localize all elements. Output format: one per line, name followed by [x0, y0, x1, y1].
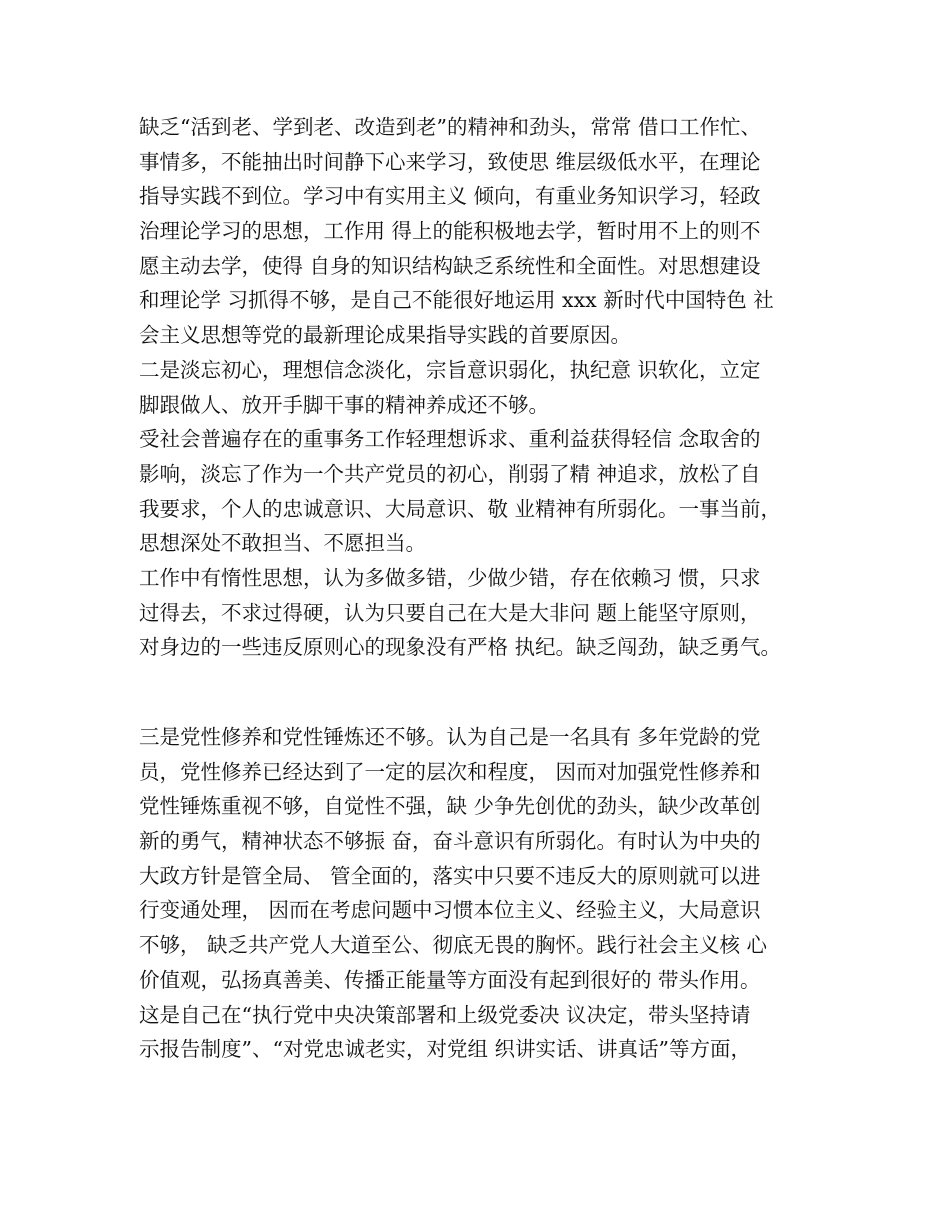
text-line: 大政方针是管全局、 管全面的，落实中只要不违反大的原则就可以进 [139, 863, 761, 888]
text-line: 这是自己在“执行党中央决策部署和上级党委决 议决定，带头坚持请 [139, 1002, 751, 1027]
text-line: 治理论学习的思想，工作用 得上的能积极地去学，暂时用不上的则不 [139, 219, 761, 244]
text-line: 指导实践不到位。学习中有实用主义 倾向，有重业务知识学习，轻政 [139, 184, 761, 209]
text-line: 思想深处不敢担当、不愿担当。 [139, 531, 426, 556]
text-line: 受社会普遍存在的重事务工作轻理想诉求、重利益获得轻信 念取舍的 [139, 427, 761, 452]
paragraph-block-lower [139, 720, 839, 1067]
text-line: 我要求，个人的忠诚意识、大局意识、敬 业精神有所弱化。一事当前， [139, 496, 782, 521]
text-line: 脚跟做人、放开手脚干事的精神养成还不够。 [139, 392, 549, 417]
text-line: 价值观，弘扬真善美、传播正能量等方面没有起到很好的 带头作用。 [139, 967, 761, 992]
text-line: 影响，淡忘了作为一个共产党员的初心，削弱了精 神追求，放松了自 [139, 461, 761, 486]
text-line: 工作中有惰性思想，认为多做多错，少做少错，存在依赖习 惯，只求 [139, 565, 761, 590]
text-line: 党性锤炼重视不够，自觉性不强，缺 少争先创优的劲头，缺少改革创 [139, 794, 761, 819]
text-line: 不够， 缺乏共产党人大道至公、彻底无畏的胸怀。践行社会主义核 心 [139, 933, 768, 958]
text-line: 二是淡忘初心，理想信念淡化，宗旨意识弱化，执纪意 识软化，立定 [139, 357, 761, 382]
text-line: 事情多，不能抽出时间静下心来学习，致使思 维层级低水平，在理论 [139, 149, 761, 174]
text-line: 员，党性修养已经达到了一定的层次和程度， 因而对加强党性修养和 [139, 759, 761, 784]
text-line: 缺乏“活到老、学到老、改造到老”的精神和劲头，常常 借口工作忙、 [139, 115, 761, 139]
text-line: 过得去，不求过得硬，认为只要自己在大是大非问 题上能坚守原则， [139, 600, 761, 625]
paragraph-block-upper [139, 110, 839, 665]
text-line: 新的勇气，精神状态不够振 奋，奋斗意识有所弱化。有时认为中央的 [139, 829, 761, 854]
text-line: 和理论学 习抓得不够，是自己不能很好地运用 xxx 新时代中国特色 社 [139, 288, 774, 313]
text-line: 愿主动去学，使得 自身的知识结构缺乏系统性和全面性。对思想建设 [139, 253, 761, 278]
text-line: 会主义思想等党的最新理论成果指导实践的首要原因。 [139, 323, 631, 348]
text-line: 对身边的一些违反原则心的现象没有严格 执纪。缺乏闯劲，缺乏勇气。 [139, 635, 782, 660]
text-line: 示报告制度”、“对党忠诚老实，对党组 织讲实话、讲真话”等方面， [139, 1037, 751, 1062]
text-line: 行变通处理， 因而在考虑问题中习惯本位主义、经验主义，大局意识 [139, 898, 761, 923]
text-line: 三是党性修养和党性锤炼还不够。认为自己是一名具有 多年党龄的党 [139, 725, 761, 749]
